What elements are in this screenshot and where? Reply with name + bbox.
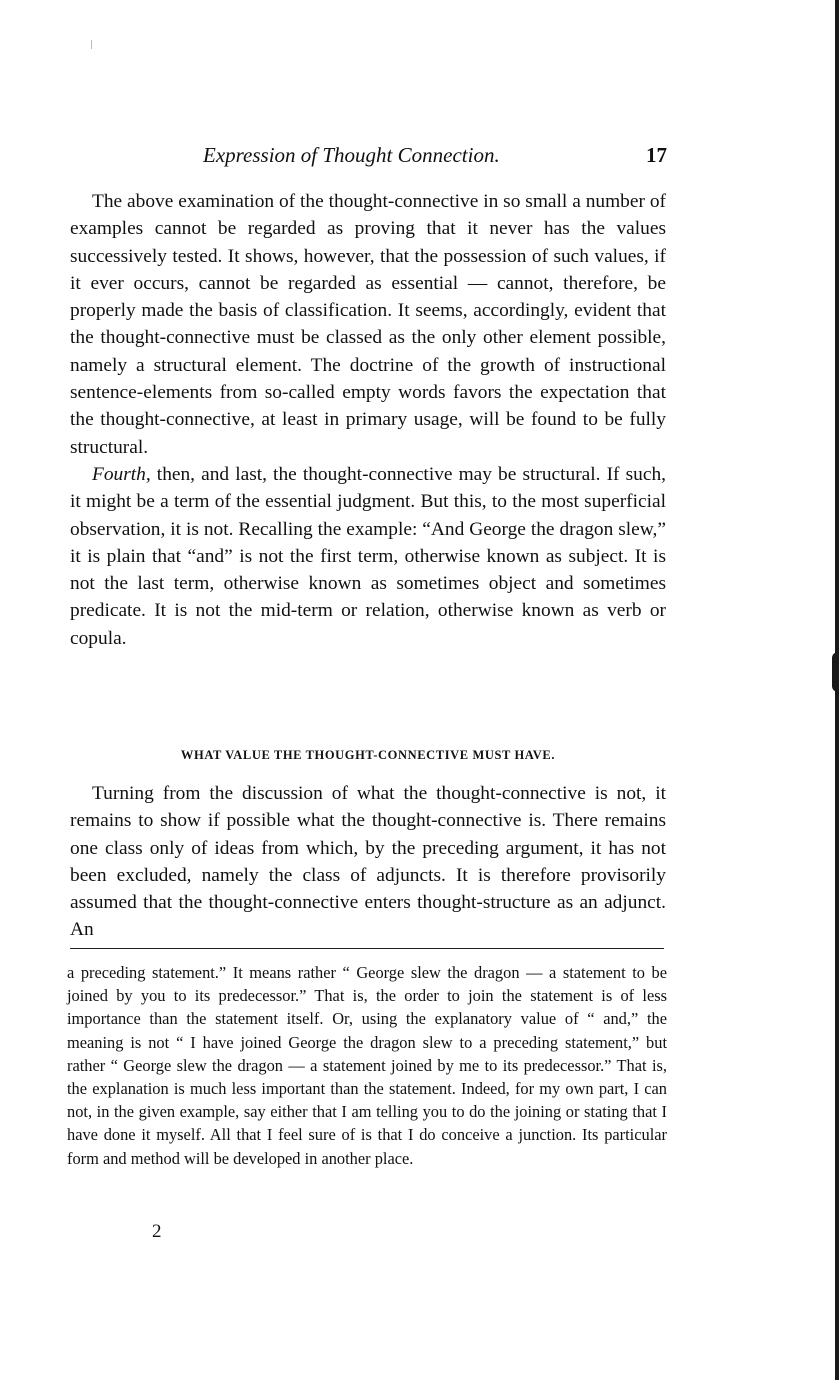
scan-speck xyxy=(91,40,92,49)
body-text-lower xyxy=(70,780,666,944)
paragraph: The above examination of the thought-connective in so small a number of examples cannot be regarded as proving that it never has the values successively tested. It shows, however, that the possession of such values, if it ever occurs, cannot be regarded as essential — cannot, therefore, be properly made the basis of classification. It seems, accordingly, evident that the thought-connective must be classed as the only other element possible, namely a structural element. The doctrine of the growth of instructional sentence-elements from so-called empty words favors the expectation that the thought-connective, at least in primary usage, will be found to be fully structural. xyxy=(70,191,666,458)
running-head xyxy=(70,140,670,170)
paragraph-lead-italic: Fourth, xyxy=(92,463,151,485)
page-number: 17 xyxy=(646,143,667,167)
running-title: Expression of Thought Connection. xyxy=(203,143,500,167)
paragraph xyxy=(70,461,666,652)
footnote: a preceding statement.” It means rather “ George slew the dragon — a statement to be joined by you to its predecessor.” That is, the order to join the statement is of less importance than the statement itself. Or, using the explanatory value of “ and,” the meaning is not “ I have joined George the dragon slew to a preceding statement,” but rather “ George slew the dragon — a statement joined by me to its predecessor.” That is, the explanation is much less important than the statement. Indeed, for my own part, I can not, in the given example, say either that I am telling you to do the joining or stating that I have done it myself. All that I feel sure of is that I do conceive a junction. Its particular form and method will be developed in another place. xyxy=(67,963,667,1168)
footnote-divider xyxy=(70,948,664,949)
scan-border-notch xyxy=(832,652,839,692)
body-text-upper xyxy=(70,188,666,652)
section-heading: WHAT VALUE THE THOUGHT-CONNECTIVE MUST HAVE. xyxy=(180,748,556,762)
paragraph: Turning from the discussion of what the thought-connective is not, it remains to show if possible what the thought-connective is. There remains one class only of ideas from which, by the preceding argument, it has not been excluded, namely the class of adjuncts. It is therefore provisorily assumed that the thought-connective enters thought-structure as an adjunct. An xyxy=(70,783,666,941)
signature-mark: 2 xyxy=(152,1221,162,1242)
paragraph-text: then, and last, the thought-connective may be structural. If such, it might be a term of the essential judgment. But this, to the most superficial observation, it is not. Recalling the example: “And George the dragon slew,” it is plain that “and” is not the first term, otherwise known as subject. It is not the last term, otherwise known as sometimes object and sometimes predicate. It is not the mid-term or relation, otherwise known as verb or copula. xyxy=(70,463,666,649)
